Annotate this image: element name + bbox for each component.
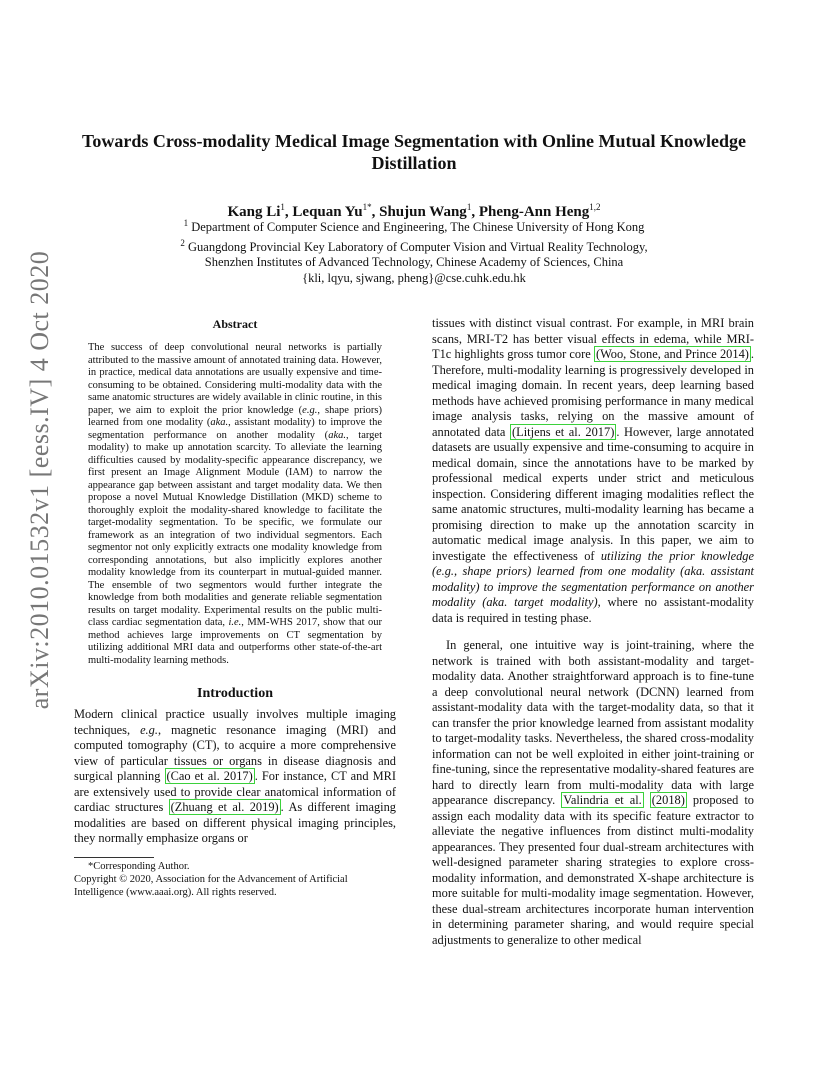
citation-link[interactable]: (Cao et al. 2017)	[166, 769, 253, 783]
left-column	[74, 316, 396, 899]
citation-link[interactable]: (Woo, Stone, and Prince 2014)	[595, 347, 749, 361]
author-sup: 1	[280, 202, 285, 212]
author-name: Kang Li	[227, 204, 281, 220]
abstract-text: The success of deep convolutional neural networks is partially attributed to the massive amount of annotated training data. However, in practice, medical data annotations are usually expensive and time-consuming to be obtained. Considering multi-modality data with the same anatomic structures are widely available in clinic routine, in this paper, we aim to exploit the prior knowledge (e.g., shape priors) learned from one modality (aka., assistant modality) to improve the segmentation performance on another modality (aka., target modality) to make up annotation scarcity. To alleviate the learning difficulties caused by modality-specific appearance discrepancy, we first present an Image Alignment Module (IAM) to narrow the appearance gap between assistant and target modality data. We then propose a novel Mutual Knowledge Distillation (MKD) scheme to thoroughly exploit the modality-shared knowledge to facilitate the target-modality segmentation. To be specific, we formulate our framework as an integration of two individual segmentors. Each segmentor not only explicitly extracts one modality knowledge from corresponding annotations, but also implicitly explores another modality knowledge from its counterpart in mutual-guided manner. The ensemble of two segmentors would further integrate the knowledge from both modalities and generate reliable segmentation results on target modality. Experimental results on the public multi-class cardiac segmentation data, i.e., MM-WHS 2017, show that our method achieves large improvements on CT segmentation by utilizing additional MRI data and outperforms other state-of-the-art multi-modality learning methods.	[88, 342, 382, 666]
affiliations	[80, 216, 748, 286]
citation-link[interactable]: (Litjens et al. 2017)	[512, 424, 615, 439]
corresponding-author-note: *Corresponding Author.	[88, 860, 190, 872]
introduction-paragraph: Modern clinical practice usually involves multiple imaging techniques, e.g., magnetic resonance imaging (MRI) and computed tomography (CT), to acquire a more comprehensive view of particular tissues or organs in disease diagnosis and surgical planning (Cao et al. 2017) . For instance, CT and MRI are extensively used to provide clear anatomical information of cardiac structures (Zhuang et al. 2019) . As different imaging modalities are based on different physical imaging principles, they normally emphasize organs or	[74, 707, 396, 845]
author-sup: 1	[466, 202, 472, 212]
citation-link[interactable]: (Zhuang et al. 2019)	[170, 800, 279, 814]
paper-title: Towards Cross-modality Medical Image Segmentation with Online Mutual Knowledge Distillation	[81, 131, 746, 173]
right-column	[432, 316, 754, 948]
footnote-divider	[74, 857, 154, 858]
introduction-heading: Introduction	[197, 686, 273, 701]
author-name: Shujun Wang	[379, 204, 467, 220]
affiliation-1: $^1$ Department of Computer Science and Engineering, The Chinese University of Hong Kong	[183, 218, 645, 235]
author-sup: 1,2	[589, 202, 601, 212]
copyright-note: Copyright © 2020, Association for the Advancement of Artificial Intelligence (www.aaai.org). All rights reserved.	[74, 873, 348, 898]
footnote	[74, 860, 396, 899]
intro-paragraph-2: In general, one intuitive way is joint-training, where the network is trained with both assistant-modality and target-modality data. Another straightforward approach is to fine-tune a deep convolutional neural network (DCNN) learned from assistant-modality data with the target-modality data, so that it can transfer the prior knowledge learned from assistant modality to target-modality tasks. Nevertheless, the shared cross-modality information can not be well exploited in either joint-training or fine-tuning, since the representative modality-shared features are hard to directly learn from multi-modality data with large appearance discrepancy. Valindria et al. (2018) proposed to assign each modality data with its specific feature extractor to alleviate the negative influences from distinct multi-modality appearances. They presented four dual-stream architectures with well-designed parameter sharing strategies to explore cross-modality information, and demonstrated X-shape architecture is more suitable for multi-modality image segmentation. However, these dual-stream architectures incorporate human intervention in determining parameter sharing, and would require special adjustments to generalize to other medical	[432, 638, 754, 947]
author-sup: 1*	[362, 202, 372, 212]
author-name: Lequan Yu	[292, 204, 363, 220]
author-email: {kli, lqyu, sjwang, pheng}@cse.cuhk.edu.hk	[302, 270, 526, 285]
affiliation-2: $^2$ Guangdong Provincial Key Laboratory of Computer Vision and Virtual Reality Technology,	[180, 237, 648, 254]
abstract-heading: Abstract	[212, 317, 258, 331]
citation-link[interactable]: (2018)	[651, 793, 685, 807]
author-name: Pheng-Ann Heng	[478, 204, 590, 220]
citation-link[interactable]: Valindria et al.	[563, 793, 642, 807]
affiliation-2-cont: Shenzhen Institutes of Advanced Technology, Chinese Academy of Sciences, China	[204, 255, 624, 270]
arxiv-id: arXiv:2010.01532v1 [eess.IV] 4 Oct 2020	[25, 250, 54, 710]
intro-paragraph-cont: tissues with distinct visual contrast. For example, in MRI brain scans, MRI-T2 has better visual effects in edema, while MRI-T1c highlights gross tumor core (Woo, Stone, and Prince 2014) . Therefore, multi-modality learning is progressively developed in medical imaging domain. In recent years, deep learning based methods have achieved promising performance in many medical image analysis tasks, relying on the massive amount of annotated data (Litjens et al. 2017) . However, large annotated datasets are usually expensive and time-consuming to acquire in medical domain, since the annotations have to be marked by professional medical experts under strict and meticulous inspection. Considering different imaging modalities reflect the same anatomic structures, multi-modality learning has became a promising direction to make up the annotation scarcity in automatic medical image analysis. In this paper, we aim to investigate the effectiveness of utilizing the prior knowledge (e.g., shape priors) learned from one modality (aka. assistant modality) to improve the segmentation performance on another modality (aka. target modality), where no assistant-modality data is required in testing phase.	[432, 316, 755, 625]
author-list: Kang Li$^1$, Lequan $Yu^{1*}$, Shujun Wang$^1$, Pheng-Ann Heng$^{1,2}$	[227, 202, 601, 220]
